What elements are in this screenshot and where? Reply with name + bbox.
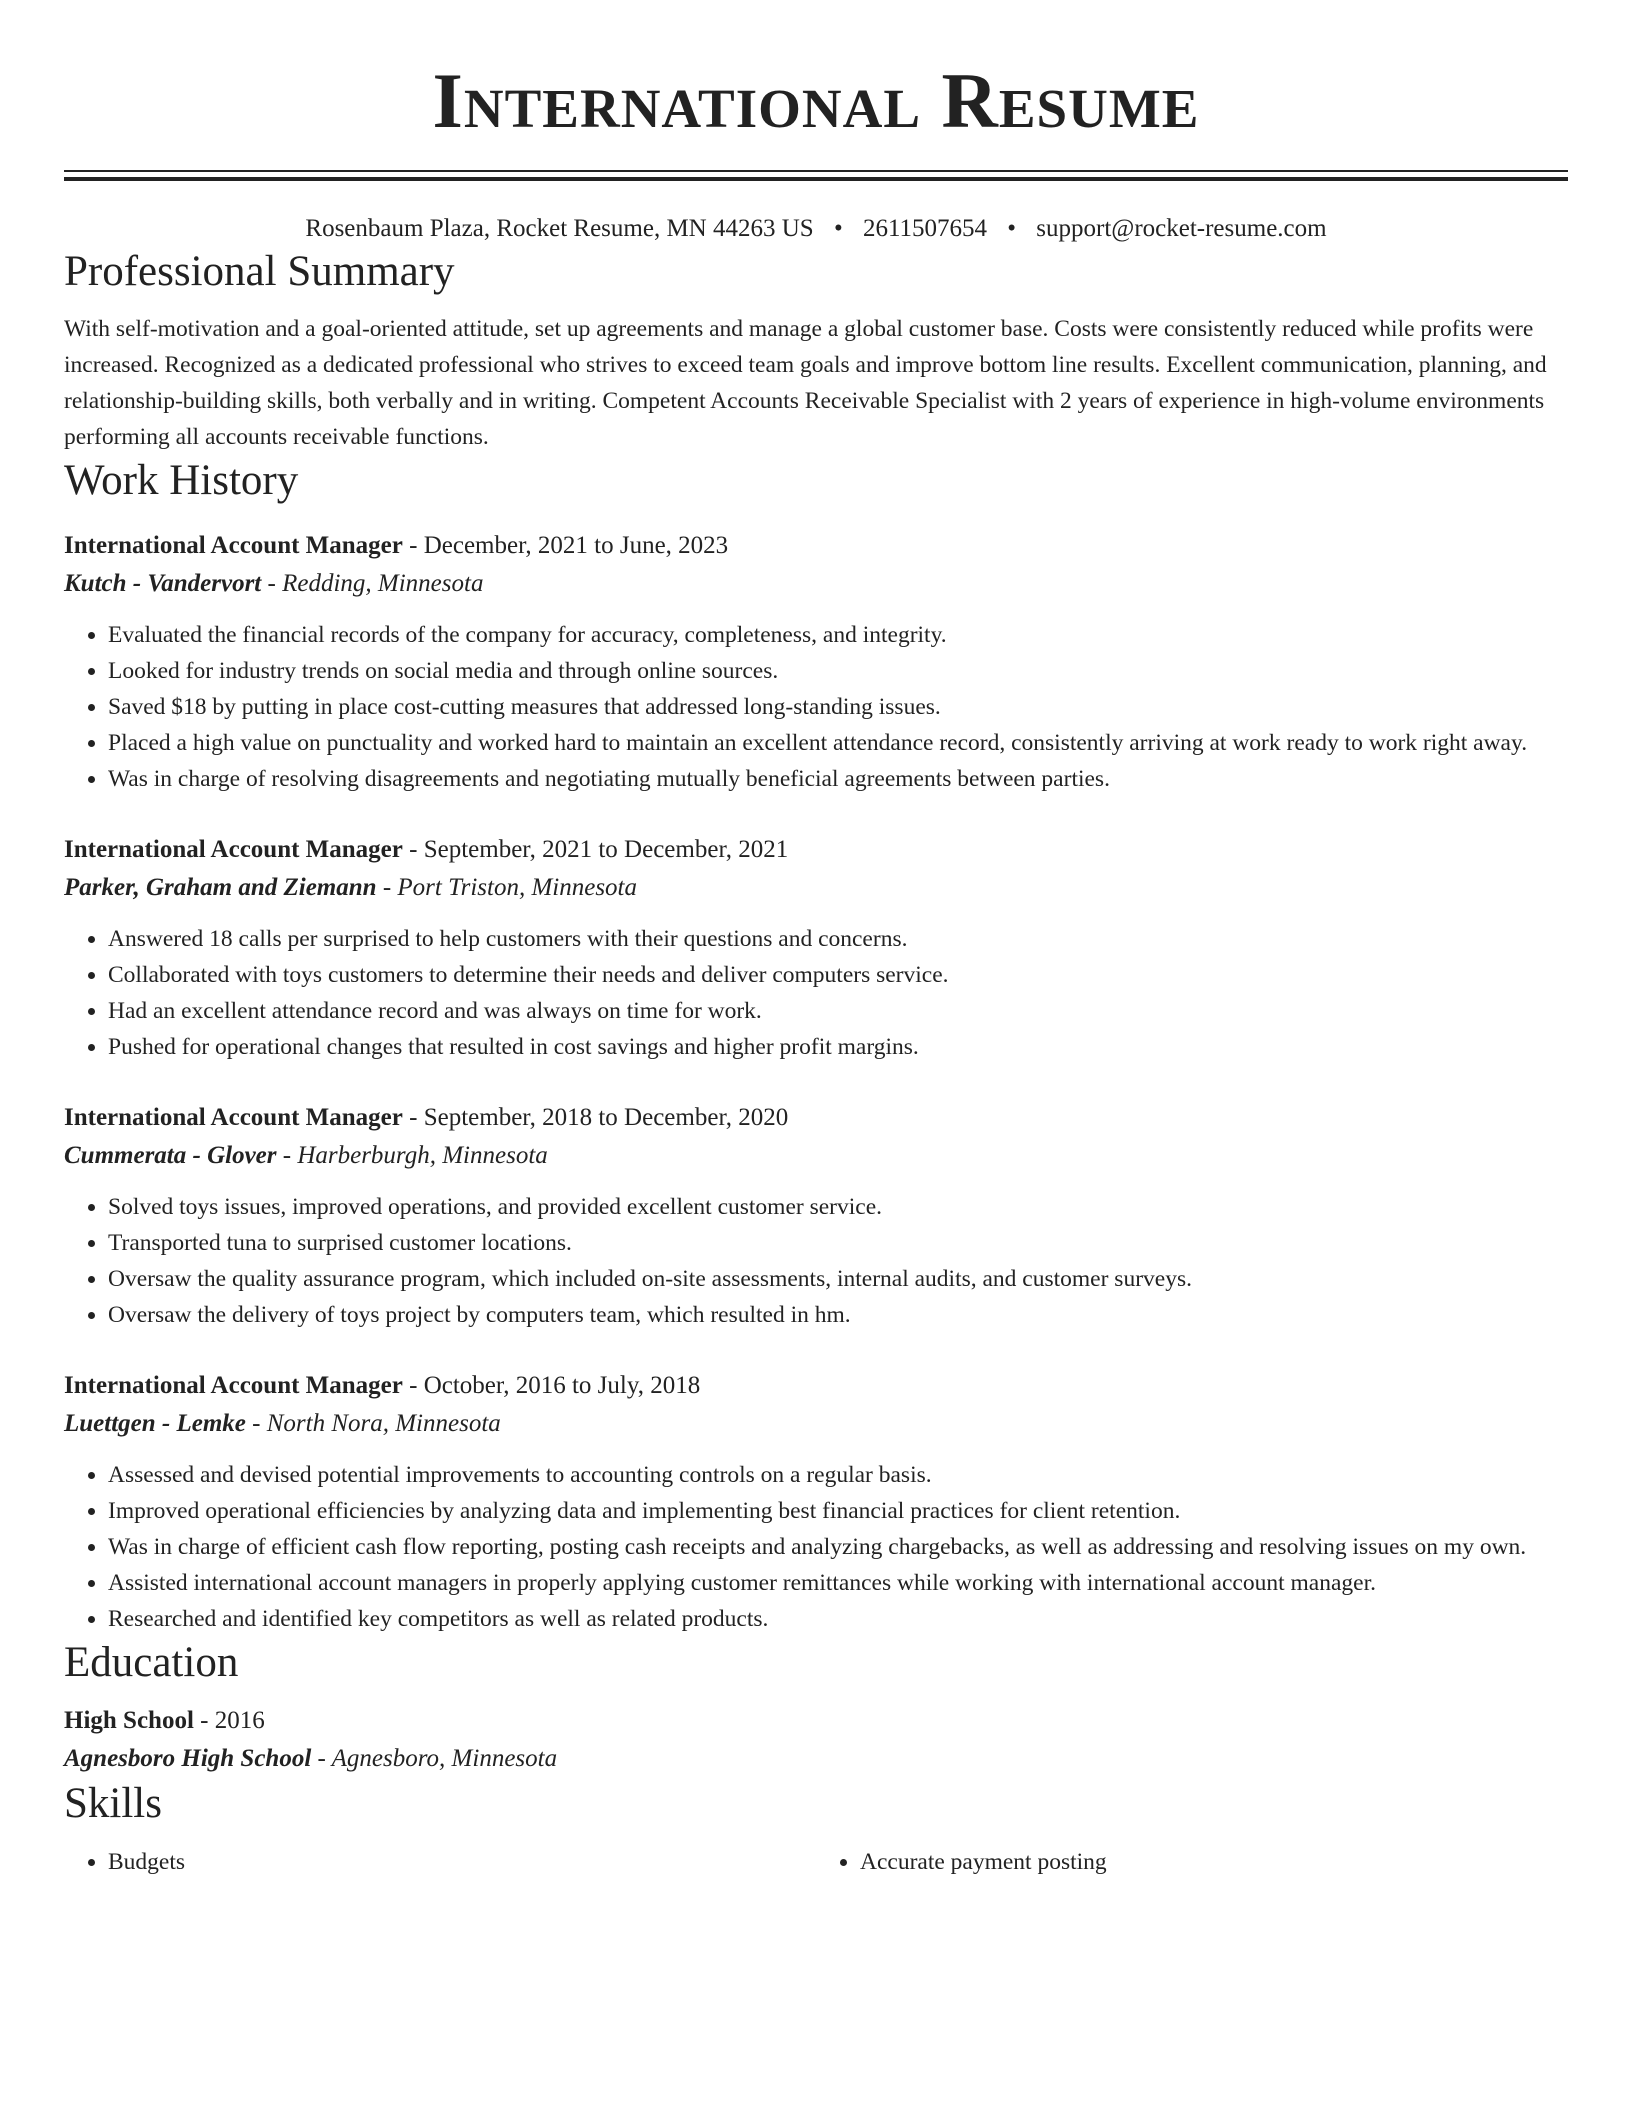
- job-bullet: • Saved $18 by putting in place cost-cutting measures that addressed long-standing issues.: [108, 689, 1568, 725]
- job-bullet: • Collaborated with toys customers to determine their needs and deliver computers service.: [108, 957, 1568, 993]
- job-entry: [64, 527, 1568, 797]
- job-bullet: • Had an excellent attendance record and was always on time for work.: [108, 993, 1568, 1029]
- job-bullet: • Evaluated the financial records of the company for accuracy, completeness, and integrity.: [108, 617, 1568, 653]
- contact-phone: 2611507654: [862, 215, 988, 242]
- job-company: Parker, Graham and Ziemann: [64, 873, 377, 901]
- skills-list: [64, 1844, 1568, 1880]
- job-bullet: • Transported tuna to surprised customer locations.: [108, 1225, 1568, 1261]
- work-history-heading: Work History: [64, 457, 299, 505]
- summary-heading: Professional Summary: [64, 247, 455, 295]
- job-location: - North Nora, Minnesota: [245, 1409, 501, 1437]
- job-bullet: • Oversaw the quality assurance program, which included on-site assessments, internal audits, and customer surveys.: [108, 1261, 1568, 1297]
- contact-line: [64, 213, 1568, 246]
- job-bullet: • Assessed and devised potential improvements to accounting controls on a regular basis.: [108, 1457, 1568, 1493]
- job-company-line: [64, 1137, 1568, 1175]
- job-entry: [64, 1099, 1568, 1333]
- job-bullet: • Looked for industry trends on social media and through online sources.: [108, 653, 1568, 689]
- job-company: Luettgen - Lemke: [64, 1409, 246, 1437]
- job-company: Kutch - Vandervort: [64, 569, 262, 597]
- job-bullet: • Assisted international account managers in properly applying customer remittances while working with international account manager.: [108, 1565, 1568, 1601]
- job-title-line: [64, 831, 1568, 869]
- job-company-line: [64, 1405, 1568, 1443]
- job-dates: - September, 2021 to December, 2021: [402, 835, 789, 863]
- skill-item: • Budgets: [108, 1844, 816, 1880]
- job-title: International Account Manager: [64, 1371, 403, 1399]
- job-bullet: • Was in charge of resolving disagreements and negotiating mutually beneficial agreements between parties.: [108, 761, 1568, 797]
- job-company-line: [64, 869, 1568, 907]
- education-heading: Education: [64, 1638, 239, 1686]
- education-entry: [64, 1702, 1568, 1778]
- skills-column-left: [64, 1844, 816, 1880]
- education-year: - 2016: [193, 1707, 265, 1735]
- job-title-line: [64, 1367, 1568, 1405]
- job-entry: [64, 1367, 1568, 1637]
- job-title: International Account Manager: [64, 531, 403, 559]
- job-bullet: • Oversaw the delivery of toys project by computers team, which resulted in hm.: [108, 1297, 1568, 1333]
- job-location: - Redding, Minnesota: [261, 569, 484, 597]
- job-company: Cummerata - Glover: [64, 1141, 277, 1169]
- job-bullet: • Placed a high value on punctuality and worked hard to maintain an excellent attendance record, consistently arriving at work ready to work right away.: [108, 725, 1568, 761]
- contact-separator: •: [833, 215, 843, 242]
- job-bullet: • Solved toys issues, improved operations, and provided excellent customer service.: [108, 1189, 1568, 1225]
- job-bullet: • Was in charge of efficient cash flow reporting, posting cash receipts and analyzing chargebacks, as well as addressing and resolving issues on my own.: [108, 1529, 1568, 1565]
- job-dates: - October, 2016 to July, 2018: [402, 1371, 701, 1399]
- education-location: - Agnesboro, Minnesota: [311, 1745, 558, 1773]
- contact-email: support@rocket-resume.com: [1036, 215, 1327, 242]
- skills-heading: Skills: [64, 1780, 162, 1828]
- job-bullets: [64, 1189, 1568, 1333]
- job-dates: - December, 2021 to June, 2023: [402, 531, 729, 559]
- contact-separator: •: [1007, 215, 1017, 242]
- job-bullets: [64, 617, 1568, 797]
- education-school-line: [64, 1740, 1568, 1778]
- job-title-line: [64, 1099, 1568, 1137]
- job-location: - Harberburgh, Minnesota: [276, 1141, 548, 1169]
- skill-item: • Accurate payment posting: [860, 1844, 1568, 1880]
- job-bullets: [64, 921, 1568, 1065]
- job-bullet: • Answered 18 calls per surprised to help customers with their questions and concerns.: [108, 921, 1568, 957]
- education-degree-line: [64, 1702, 1568, 1740]
- job-company-line: [64, 565, 1568, 603]
- job-bullets: [64, 1457, 1568, 1637]
- job-bullet: • Pushed for operational changes that resulted in cost savings and higher profit margins.: [108, 1029, 1568, 1065]
- title-divider: [64, 170, 1568, 181]
- job-title: International Account Manager: [64, 1103, 403, 1131]
- education-degree: High School: [64, 1707, 194, 1735]
- job-location: - Port Triston, Minnesota: [376, 873, 637, 901]
- resume-title: International Resume: [432, 57, 1200, 144]
- job-bullet: • Improved operational efficiencies by analyzing data and implementing best financial practices for client retention.: [108, 1493, 1568, 1529]
- job-dates: - September, 2018 to December, 2020: [402, 1103, 789, 1131]
- skills-column-right: [816, 1844, 1568, 1880]
- job-bullet: • Researched and identified key competitors as well as related products.: [108, 1601, 1568, 1637]
- job-title: International Account Manager: [64, 835, 403, 863]
- education-school: Agnesboro High School: [64, 1745, 312, 1773]
- job-entry: [64, 831, 1568, 1065]
- summary-text: With self-motivation and a goal-oriented attitude, set up agreements and manage a global customer base. Costs were consistently reduced while profits were increased. Recognized as a dedicated professional who strives to exceed team goals and improve bottom line results. Excellent communication, planning, and relationship-building skills, both verbally and in writing. Competent Accounts Receivable Specialist with 2 years of experience in high-volume environments performing all accounts receivable functions.: [64, 316, 1547, 451]
- job-title-line: [64, 527, 1568, 565]
- contact-address: Rosenbaum Plaza, Rocket Resume, MN 44263 US: [305, 215, 814, 242]
